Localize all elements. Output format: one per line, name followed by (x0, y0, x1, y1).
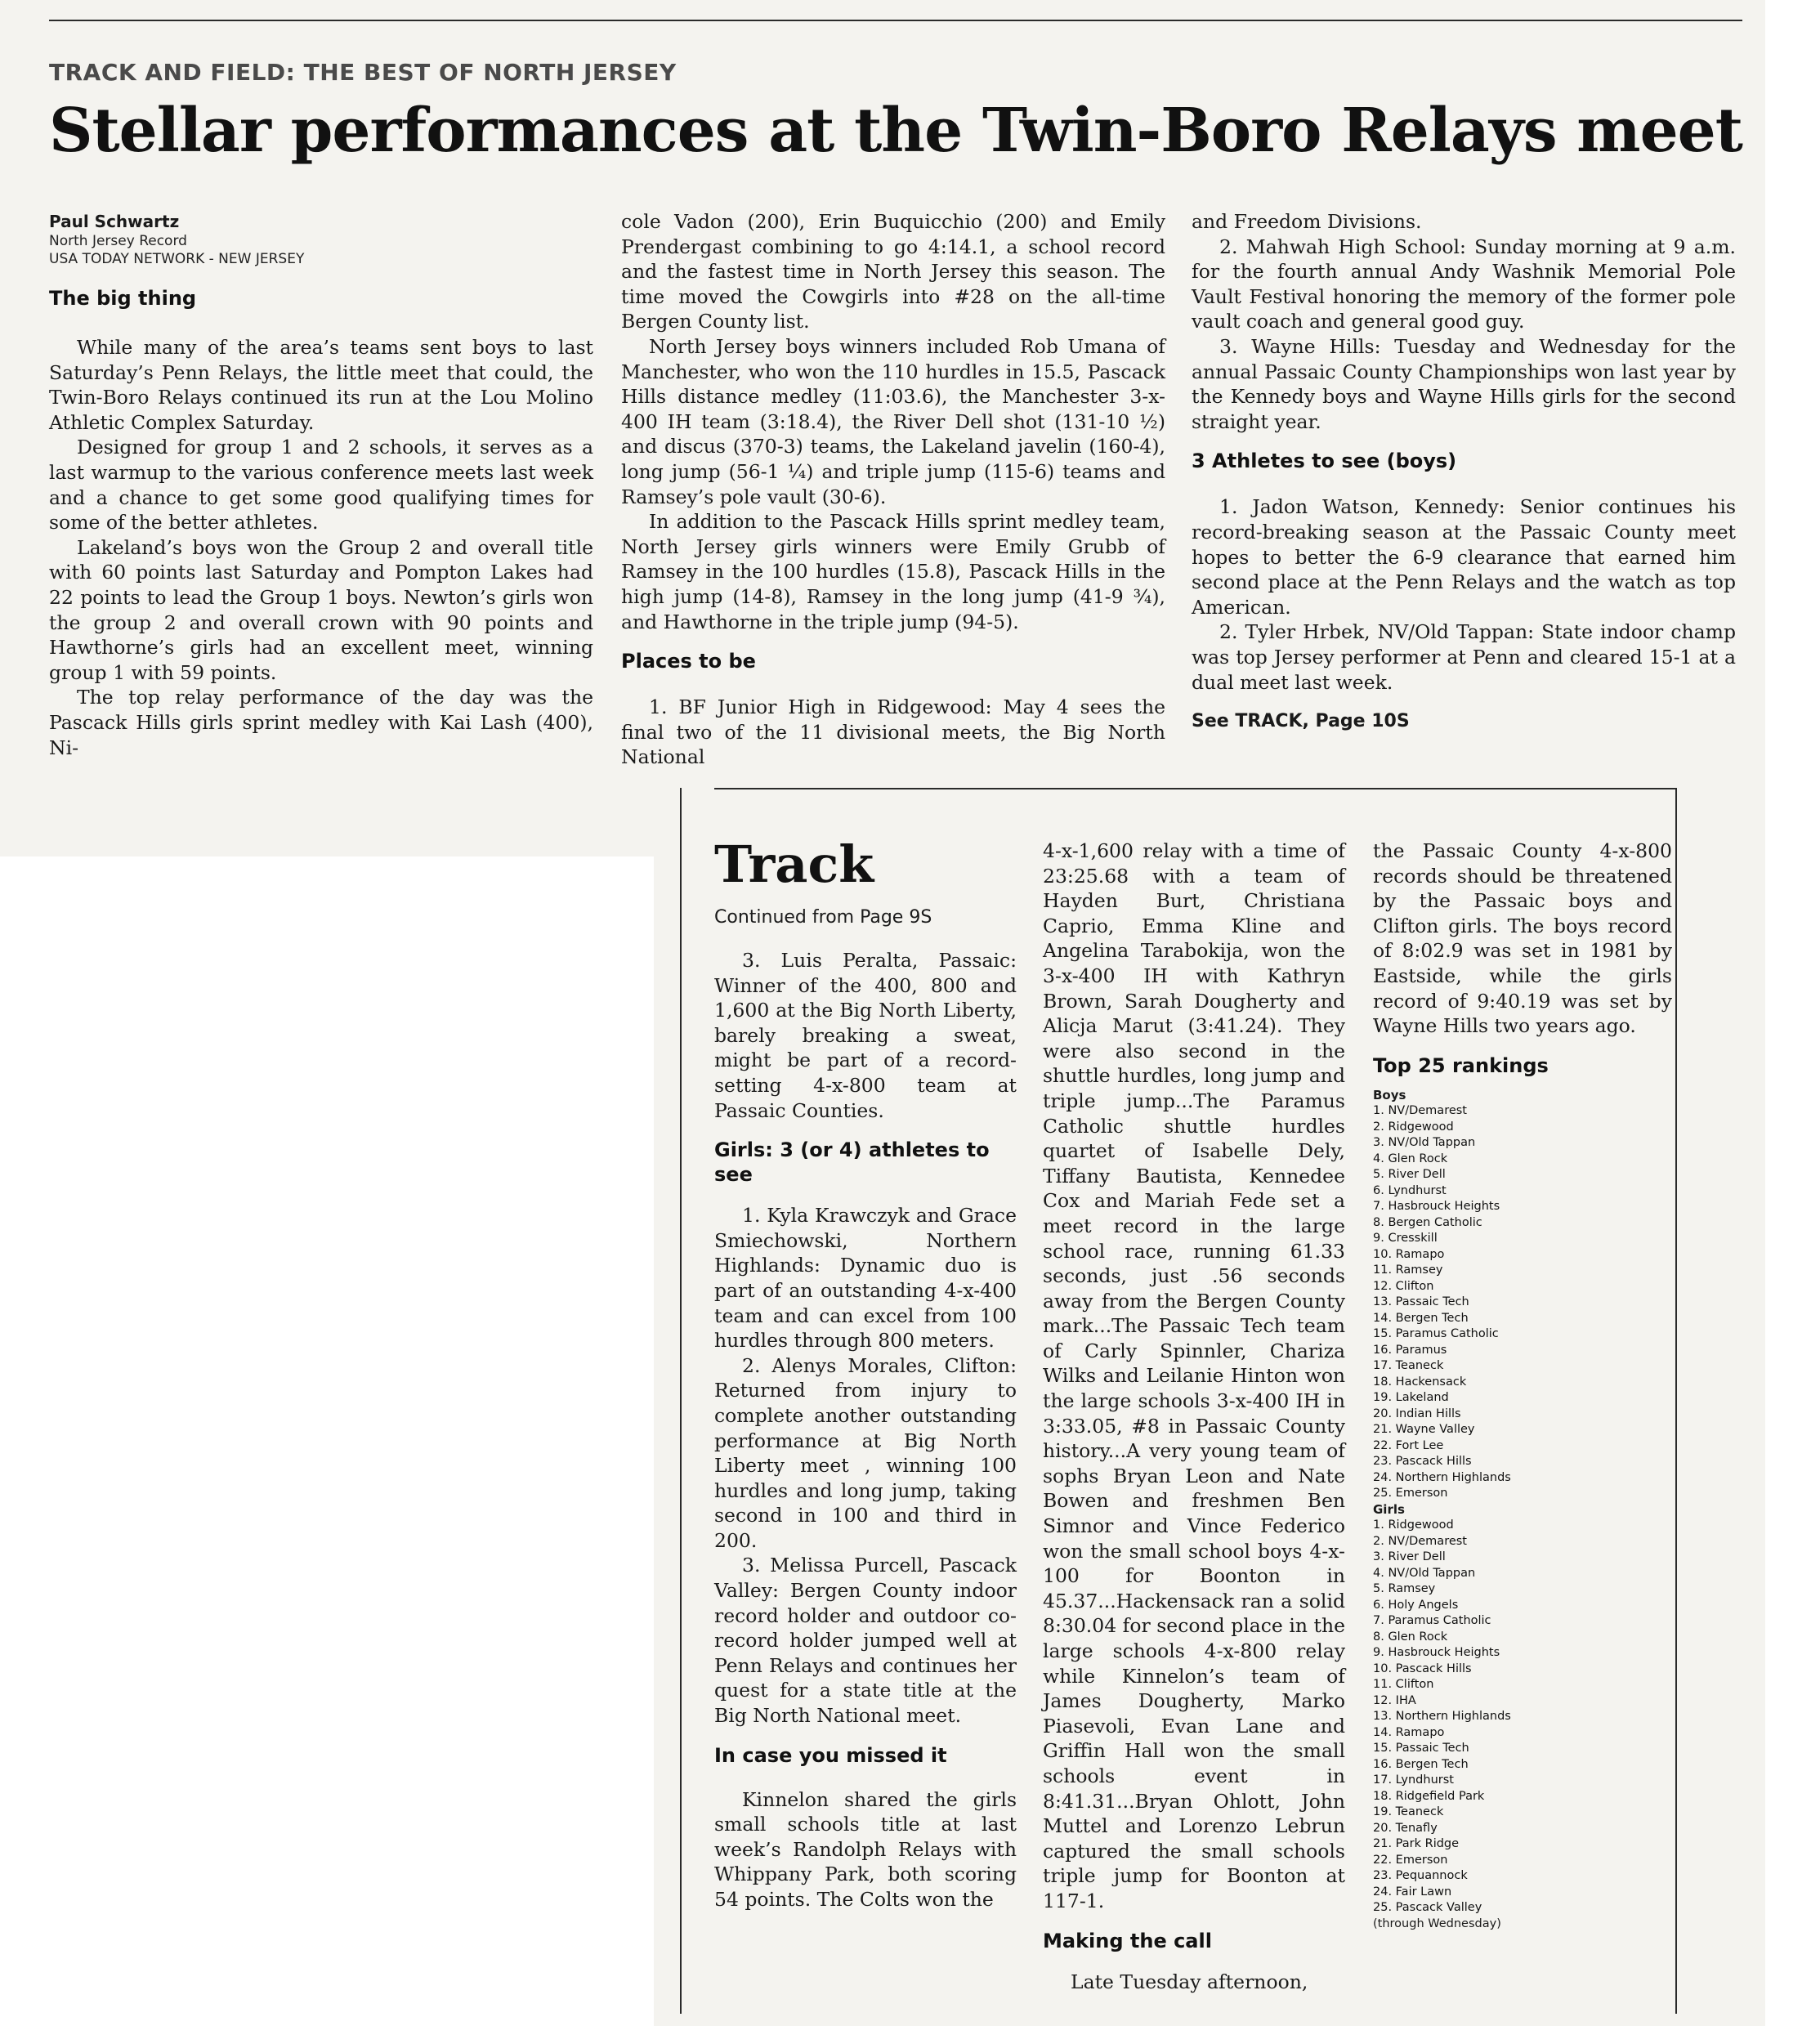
ranking-item: 10. Pascack Hills (1373, 1661, 1472, 1675)
clipping-continuation (654, 768, 1765, 2026)
subhead-rankings: Top 25 rankings (1373, 1053, 1549, 1077)
rankings-girls-list (1373, 1518, 1672, 1916)
ranking-item: 8. Bergen Catholic (1373, 1215, 1482, 1229)
ranking-item: 20. Indian Hills (1373, 1407, 1461, 1420)
ranking-item: 3. River Dell (1373, 1550, 1446, 1564)
ranking-item: 9. Cresskill (1373, 1232, 1438, 1246)
paragraph: the Passaic County 4-x-800 records should be threatened by the Passaic boys and Clifton girls. The boys record of 8:02.9 was set in 1981 by Eastside, while the girls record of 9:40.19 was set by Wayne Hills two years ago. (1373, 839, 1672, 1038)
jump-line: See TRACK, Page 10S (1192, 711, 1410, 732)
paragraph: In addition to the Pascack Hills sprint medley team, North Jersey girls winners were Emily Grubb of Ramsey in the 100 hurdles (15.8), Pascack Hills in the high jump (14-8), Ramsey in the long jump (41-9 ¾), and Hawthorne in the triple jump (94-5). (621, 510, 1165, 633)
continuation-top-rule (714, 788, 1677, 789)
ranking-item: 14. Ramapo (1373, 1725, 1445, 1739)
paragraph: Designed for group 1 and 2 schools, it serves as a last warmup to the various conference meets last week and a chance to get some good qualifying times for some of the better athletes. (49, 436, 593, 534)
ranking-item: 19. Teaneck (1373, 1805, 1444, 1819)
subhead-big-thing: The big thing (49, 287, 197, 310)
headline: Stellar performances at the Twin-Boro Relays meet (49, 96, 1742, 166)
ranking-item: 12. Clifton (1373, 1279, 1434, 1293)
ranking-item: 6. Holy Angels (1373, 1598, 1459, 1612)
paragraph: 2. Alenys Morales, Clifton: Returned from injury to complete another outstanding performance at Big North Liberty meet , winning 100 hurdles and long jump, taking second in 100 and third in 200. (714, 1353, 1017, 1552)
subhead-boys: 3 Athletes to see (boys) (1192, 449, 1457, 473)
paragraph: 4-x-1,600 relay with a time of 23:25.68 with a team of Hayden Burt, Christiana Caprio, Emma Kline and Angelina Tarabokija, won the 3-x-400 IH with Kathryn Brown, Sarah Dougherty and Alicja Marut (3:41.24). They were also second in the shuttle hurdles, long jump and triple jump...The Paramus Catholic shuttle hurdles quartet of Isabelle Dely, Tiffany Bautista, Kennedee Cox and Mariah Fede set a meet record in the large school race, running 61.33 seconds, just .56 seconds away from the Bergen County mark...The Passaic Tech team of Carly Spinnler, Chariza Wilks and Leilanie Hinton won the large schools 3-x-400 IH in 3:33.05, #8 in Passaic County history...A very young team of sophs Bryan Leon and Nate Bowen and freshmen Ben Simnor and Vince Federico won the small school boys 4-x-100 for Boonton in 45.37...Hackensack ran a solid 8:30.04 for second place in the large schools 4-x-800 relay while Kinnelon’s team of James Dougherty, Marko Piasevoli, Evan Lane and Griffin Hall won the small schools event in 8:41.31...Bryan Ohlott, John Muttel and Lorenzo Lebrun captured the small schools triple jump for Boonton at 117-1. (1043, 839, 1345, 1912)
paragraph: North Jersey boys winners included Rob Umana of Manchester, who won the 110 hurdles in 15.5, Pascack Hills distance medley (11:03.6), the Manchester 3-x-400 IH team (3:18.4), the River Dell shot (131-10 ½) and discus (370-3) teams, the Lakeland javelin (160-4), long jump (56-1 ¼) and triple jump (115-6) teams and Ramsey’s pole vault (30-6). (621, 334, 1165, 508)
ranking-item: 8. Glen Rock (1373, 1630, 1448, 1644)
byline-author: Paul Schwartz (49, 212, 180, 231)
ranking-item: 11. Clifton (1373, 1678, 1434, 1692)
ranking-item: 24. Northern Highlands (1373, 1470, 1511, 1484)
rankings-boys-label: Boys (1373, 1087, 1406, 1102)
ranking-item: 14. Bergen Tech (1373, 1311, 1469, 1325)
ranking-item: 22. Fort Lee (1373, 1438, 1444, 1452)
paragraph: 2. Mahwah High School: Sunday morning at 9 a.m. for the fourth annual Andy Washnik Memorial Pole Vault Festival honoring the memory of the former pole vault coach and general good guy. (1192, 235, 1736, 333)
subhead-missed: In case you missed it (714, 1743, 947, 1767)
article-column-1 (49, 211, 593, 760)
ranking-item: 1. Ridgewood (1373, 1518, 1454, 1532)
clipping-top (0, 0, 1765, 856)
rankings-girls-label: Girls (1373, 1501, 1405, 1517)
ranking-item: 1. NV/Demarest (1373, 1104, 1467, 1118)
ranking-item: 4. NV/Old Tappan (1373, 1566, 1476, 1580)
ranking-item: 13. Northern Highlands (1373, 1710, 1511, 1724)
left-column-rule (680, 788, 682, 2014)
article-column-3 (1192, 209, 1736, 735)
byline-outlet: North Jersey Record (49, 233, 187, 249)
ranking-item: 17. Teaneck (1373, 1359, 1444, 1373)
ranking-item: 20. Tenafly (1373, 1821, 1438, 1835)
paragraph: Lakeland’s boys won the Group 2 and overall title with 60 points last Saturday and Pompton Lakes had 22 points to lead the Group 1 boys. Newton’s girls won the group 2 and overall crown with 90 points and Hawthorne’s girls had an excellent meet, winning group 1 with 59 points. (49, 535, 593, 684)
paragraph: Kinnelon shared the girls small schools title at last week’s Randolph Relays with Whippany Park, both scoring 54 points. The Colts won the (714, 1787, 1017, 1911)
ranking-item: 17. Lyndhurst (1373, 1773, 1454, 1787)
continuation-column-2 (1043, 839, 1345, 1994)
article-column-2 (621, 209, 1165, 770)
ranking-item: 7. Paramus Catholic (1373, 1614, 1491, 1628)
ranking-item: 5. Ramsey (1373, 1582, 1436, 1596)
subhead-places: Places to be (621, 650, 756, 673)
paragraph: 1. BF Junior High in Ridgewood: May 4 sees the final two of the 11 divisional meets, the Big North National (621, 695, 1165, 769)
ranking-item: 24. Fair Lawn (1373, 1885, 1452, 1899)
paragraph: 3. Melissa Purcell, Pascack Valley: Bergen County indoor record holder and outdoor co-record holder jumped well at Penn Relays and continues her quest for a state title at the Big North National meet. (714, 1554, 1017, 1728)
paragraph: The top relay performance of the day was the Pascack Hills girls sprint medley with Kai Lash (400), Ni- (49, 686, 593, 759)
ranking-item: 16. Paramus (1373, 1343, 1447, 1357)
ranking-item: 18. Ridgefield Park (1373, 1789, 1485, 1803)
continuation-column-3 (1373, 839, 1672, 1932)
paragraph: 1. Kyla Krawczyk and Grace Smiechowski, Northern Highlands: Dynamic duo is part of an outstanding 4-x-400 team and can excel from 100 hurdles through 800 meters. (714, 1204, 1017, 1353)
paragraph: and Freedom Divisions. (1192, 210, 1422, 233)
continued-from: Continued from Page 9S (714, 907, 932, 928)
rankings-boys-list (1373, 1103, 1672, 1502)
paragraph: 2. Tyler Hrbek, NV/Old Tappan: State indoor champ was top Jersey performer at Penn and cleared 15-1 at a dual meet last week. (1192, 620, 1736, 694)
subhead-call: Making the call (1043, 1929, 1212, 1952)
rankings-note: (through Wednesday) (1373, 1916, 1501, 1930)
ranking-item: 21. Park Ridge (1373, 1837, 1460, 1851)
ranking-item: 2. NV/Demarest (1373, 1534, 1467, 1548)
ranking-item: 13. Passaic Tech (1373, 1295, 1469, 1309)
ranking-item: 2. Ridgewood (1373, 1120, 1454, 1134)
ranking-item: 16. Bergen Tech (1373, 1757, 1469, 1771)
ranking-item: 19. Lakeland (1373, 1391, 1449, 1405)
ranking-item: 23. Pascack Hills (1373, 1455, 1472, 1469)
right-column-rule (1675, 788, 1677, 2014)
paragraph: 1. Jadon Watson, Kennedy: Senior continues his record-breaking season at the Passaic County meet hopes to better the 6-9 clearance that earned him second place at the Penn Relays and the watch as top American. (1192, 495, 1736, 619)
ranking-item: 3. NV/Old Tappan (1373, 1136, 1476, 1150)
ranking-item: 12. IHA (1373, 1693, 1416, 1707)
ranking-item: 4. Glen Rock (1373, 1152, 1448, 1165)
paragraph: 3. Luis Peralta, Passaic: Winner of the 400, 800 and 1,600 at the Big North Liberty, barely breaking a sweat, might be part of a record-setting 4-x-800 team at Passaic Counties. (714, 949, 1017, 1122)
ranking-item: 25. Pascack Valley (1373, 1901, 1482, 1915)
ranking-item: 15. Passaic Tech (1373, 1742, 1469, 1755)
top-rule (49, 20, 1742, 21)
paragraph: cole Vadon (200), Erin Buquicchio (200) and Emily Prendergast combining to go 4:14.1, a school record and the fastest time in North Jersey this season. The time moved the Cowgirls into #28 on the all-time Bergen County list. (621, 210, 1165, 333)
ranking-item: 6. Lyndhurst (1373, 1183, 1447, 1197)
ranking-item: 7. Hasbrouck Heights (1373, 1200, 1500, 1214)
paragraph: While many of the area’s teams sent boys to last Saturday’s Penn Relays, the little meet that could, the Twin-Boro Relays continued its run at the Lou Molino Athletic Complex Saturday. (49, 336, 593, 434)
section-label: TRACK AND FIELD: THE BEST OF NORTH JERSEY (49, 59, 677, 86)
subhead-girls: Girls: 3 (or 4) athletes to see (714, 1138, 990, 1187)
continuation-title: Track (714, 834, 874, 894)
ranking-item: 25. Emerson (1373, 1487, 1448, 1500)
paragraph: 3. Wayne Hills: Tuesday and Wednesday for the annual Passaic County Championships won last year by the Kennedy boys and Wayne Hills girls for the second straight year. (1192, 334, 1736, 433)
continuation-column-1 (714, 835, 1017, 1912)
ranking-item: 23. Pequannock (1373, 1869, 1468, 1883)
ranking-item: 9. Hasbrouck Heights (1373, 1646, 1500, 1660)
ranking-item: 5. River Dell (1373, 1168, 1446, 1182)
ranking-item: 11. Ramsey (1373, 1263, 1443, 1277)
paragraph: Late Tuesday afternoon, (1071, 1970, 1308, 1993)
ranking-item: 18. Hackensack (1373, 1375, 1467, 1389)
ranking-item: 21. Wayne Valley (1373, 1423, 1475, 1437)
ranking-item: 10. Ramapo (1373, 1247, 1445, 1261)
ranking-item: 15. Paramus Catholic (1373, 1327, 1499, 1341)
ranking-item: 22. Emerson (1373, 1853, 1448, 1867)
byline-network: USA TODAY NETWORK - NEW JERSEY (49, 251, 305, 267)
